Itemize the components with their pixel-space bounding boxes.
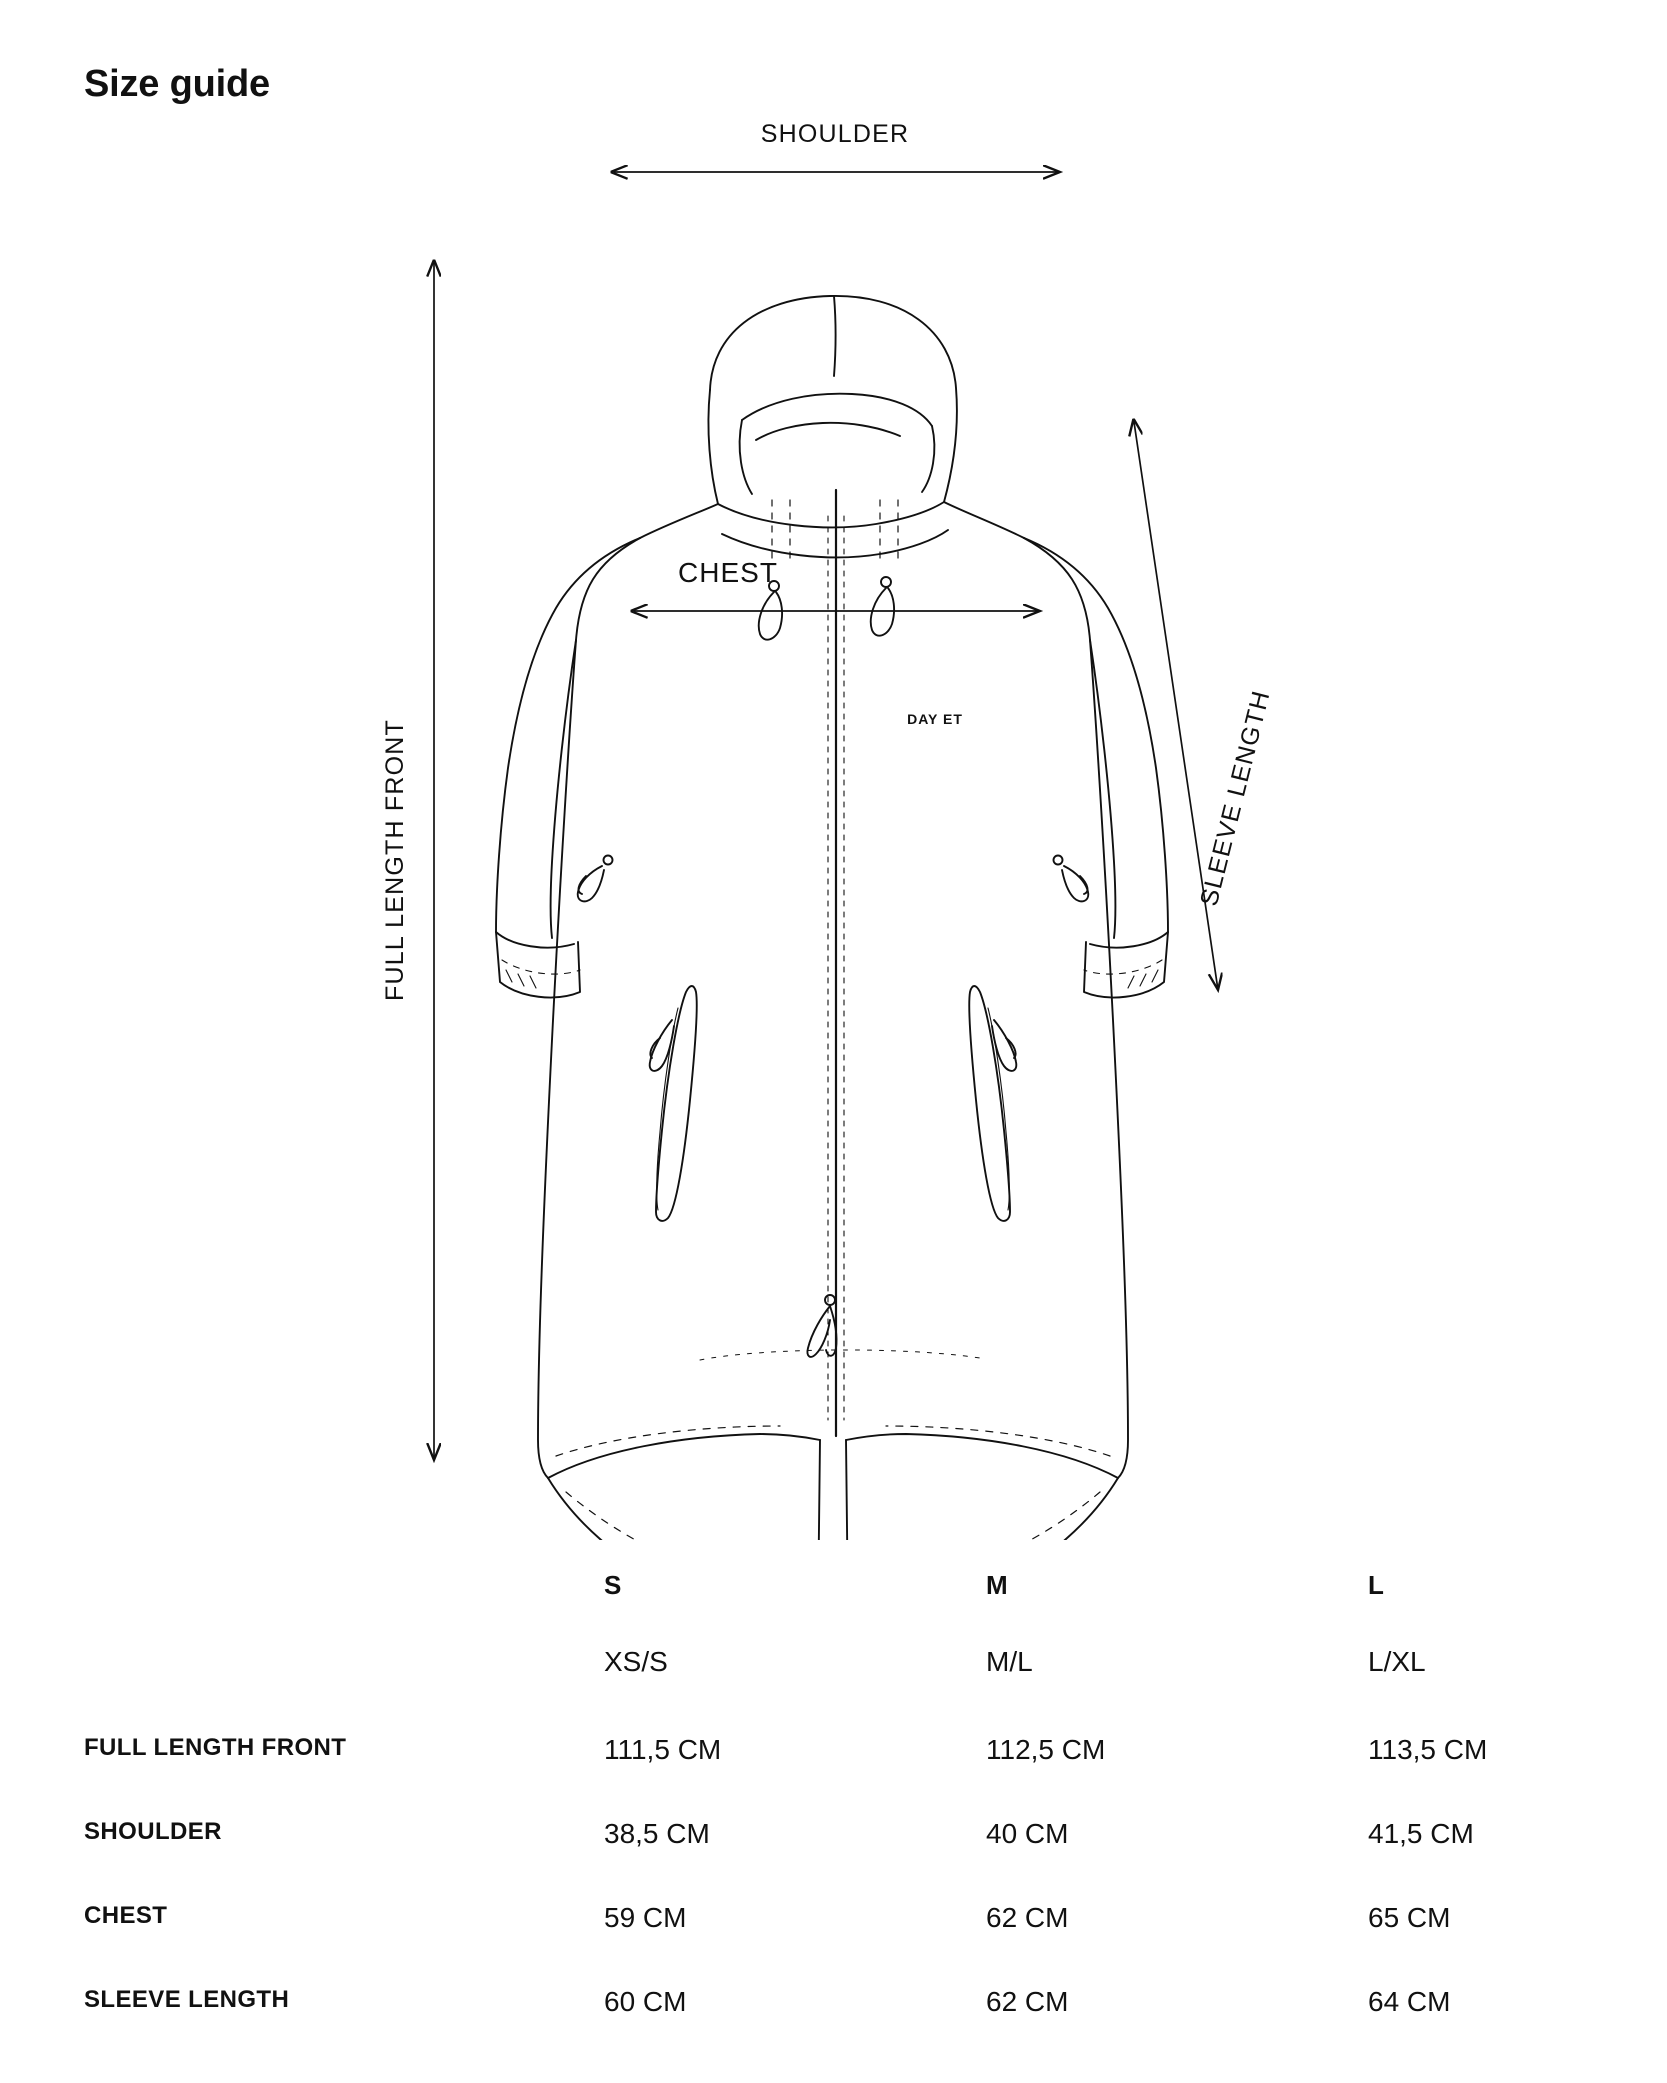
cell-chest-l: 65 CM	[1368, 1902, 1451, 1933]
fit-l: L/XL	[1368, 1646, 1426, 1677]
shoulder-label: SHOULDER	[760, 120, 910, 148]
table-row	[84, 1734, 1584, 1818]
sleeve-length-label: SLEEVE LENGTH	[1194, 687, 1276, 909]
size-header-l: L	[1368, 1570, 1385, 1600]
cell-shoulder-l: 41,5 CM	[1368, 1818, 1474, 1849]
chest-label: CHEST	[678, 557, 778, 588]
fit-s: XS/S	[604, 1646, 668, 1677]
table-row	[84, 1902, 1584, 1986]
cell-shoulder-m: 40 CM	[986, 1818, 1069, 1849]
cell-sleeve-length-s: 60 CM	[604, 1986, 687, 2017]
row-label-chest: CHEST	[84, 1902, 168, 1929]
cell-full-length-front-m: 112,5 CM	[986, 1734, 1106, 1765]
cell-shoulder-s: 38,5 CM	[604, 1818, 710, 1849]
cell-full-length-front-l: 113,5 CM	[1368, 1734, 1488, 1765]
fit-m: M/L	[986, 1646, 1033, 1677]
table-row	[84, 1986, 1584, 2070]
table-header-row	[84, 1570, 1584, 1646]
size-header-s: S	[604, 1570, 622, 1600]
page-title: Size guide	[84, 63, 270, 105]
full-length-front-label: FULL LENGTH FRONT	[381, 719, 409, 1001]
garment-measurement-diagram	[0, 120, 1667, 1540]
cell-chest-s: 59 CM	[604, 1902, 687, 1933]
cell-sleeve-length-m: 62 CM	[986, 1986, 1069, 2017]
row-label-shoulder: SHOULDER	[84, 1818, 222, 1845]
size-table	[84, 1570, 1584, 2070]
row-label-sleeve-length: SLEEVE LENGTH	[84, 1986, 290, 2013]
row-label-full-length-front: FULL LENGTH FRONT	[84, 1734, 347, 1761]
cell-chest-m: 62 CM	[986, 1902, 1069, 1933]
cell-sleeve-length-l: 64 CM	[1368, 1986, 1451, 2017]
table-row	[84, 1818, 1584, 1902]
table-fit-row	[84, 1646, 1584, 1734]
brand-label: DAY ET	[907, 711, 963, 727]
cell-full-length-front-s: 111,5 CM	[604, 1734, 722, 1765]
size-header-m: M	[986, 1570, 1008, 1600]
